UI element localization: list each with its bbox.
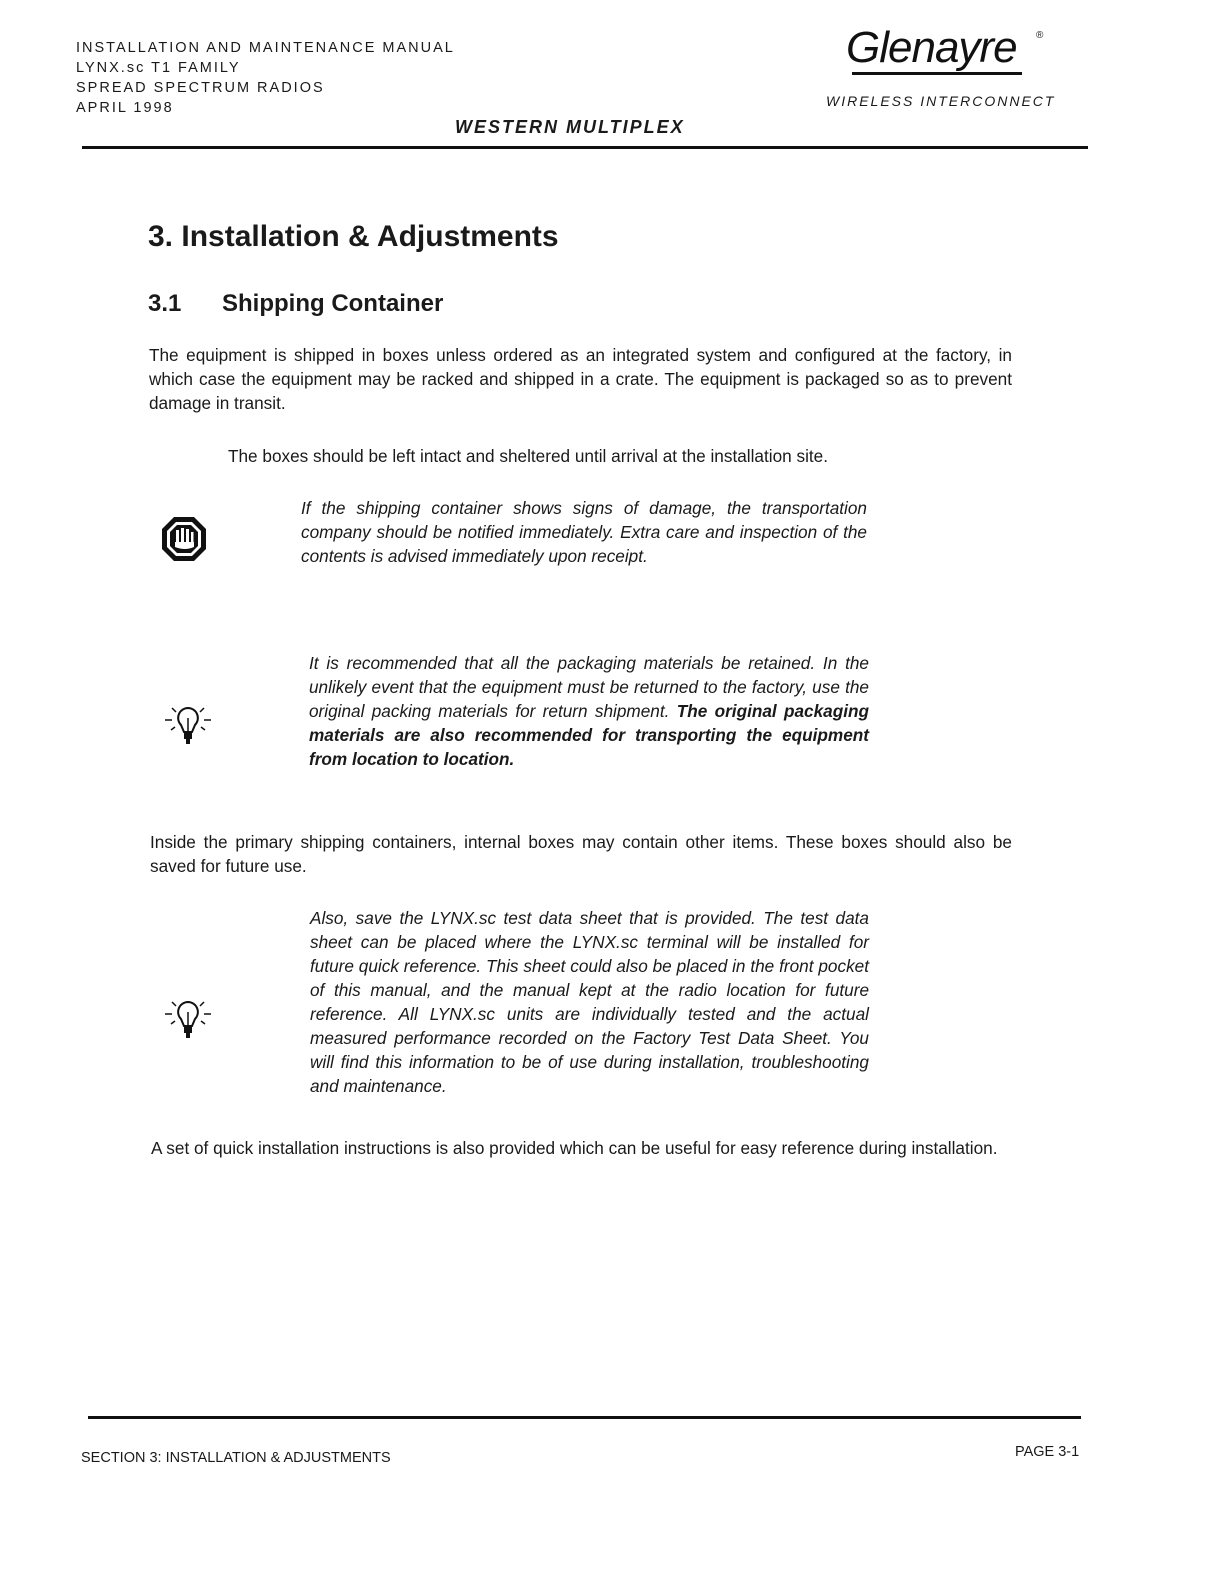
- caution-note-text: If the shipping container shows signs of damage, the transportation company should be notified immediately. Extra care and inspection of the contents is advised immediately upon receipt.: [301, 498, 867, 566]
- tip-packaging: [309, 651, 869, 771]
- subsection-number: 3.1: [148, 290, 182, 317]
- tip-test-data-sheet: [310, 906, 869, 1098]
- logo-underline: [852, 72, 1022, 75]
- document-header-info: [76, 38, 455, 118]
- paragraph-inside: [150, 830, 1012, 878]
- tip-packaging-text: It is recommended that all the packaging materials be retained. In the unlikely event that the equipment must be returned to the factory, use the original packing materials for return shipment.: [309, 653, 869, 721]
- paragraph-boxes: [228, 444, 948, 468]
- stop-hand-icon: [160, 515, 208, 563]
- tip-packaging-emphasis: The original packaging materials are also recommended for transporting the equipment from location to location.: [309, 701, 869, 769]
- footer-divider: [88, 1416, 1081, 1419]
- subsection-heading: [148, 290, 443, 318]
- logo-wordmark: Glenayre: [846, 23, 1017, 72]
- caution-note: [301, 496, 867, 568]
- paragraph-inside-text: Inside the primary shipping containers, internal boxes may contain other items. These boxes should also be saved for future use.: [150, 832, 1012, 876]
- header-line-date: APRIL 1998: [76, 100, 174, 116]
- footer-page-number: PAGE 3-1: [1015, 1444, 1080, 1460]
- lightbulb-icon: [162, 994, 214, 1046]
- paragraph-quick-install-text: A set of quick installation instructions is also provided which can be useful for easy reference during installation.: [151, 1138, 998, 1158]
- glenayre-logo: [846, 24, 1086, 74]
- header-line-manual: INSTALLATION AND MAINTENANCE MANUAL: [76, 40, 455, 56]
- division-name: WESTERN MULTIPLEX: [455, 117, 685, 137]
- paragraph-shipping-text: The equipment is shipped in boxes unless ordered as an integrated system and configured at the factory, in which case the equipment may be racked and shipped in a crate. The equipment is packaged so as to prevent damage in transit.: [149, 345, 1012, 413]
- section-title: 3. Installation & Adjustments: [148, 220, 559, 253]
- footer-section-label: SECTION 3: INSTALLATION & ADJUSTMENTS: [81, 1450, 391, 1466]
- lightbulb-icon: [162, 700, 214, 752]
- logo-tagline: WIRELESS INTERCONNECT: [826, 93, 1056, 109]
- paragraph-boxes-text: The boxes should be left intact and sheltered until arrival at the installation site.: [228, 446, 829, 466]
- paragraph-shipping: [149, 343, 1012, 415]
- registered-mark: ®: [1036, 30, 1044, 41]
- tip-test-data-sheet-text: Also, save the LYNX.sc test data sheet that is provided. The test data sheet can be placed where the LYNX.sc terminal will be installed for future quick reference. This sheet could also be placed in the front pocket of this manual, and the manual kept at the radio location for future reference. All LYNX.sc units are individually tested and the actual measured performance recorded on the Factory Test Data Sheet. You will find this information to be of use during installation, troubleshooting and maintenance.: [310, 908, 869, 1096]
- header-divider: [82, 146, 1088, 149]
- header-line-family: LYNX.sc T1 FAMILY: [76, 60, 241, 76]
- header-line-product: SPREAD SPECTRUM RADIOS: [76, 80, 325, 96]
- paragraph-quick-install: [151, 1136, 1014, 1160]
- subsection-title: Shipping Container: [222, 290, 444, 317]
